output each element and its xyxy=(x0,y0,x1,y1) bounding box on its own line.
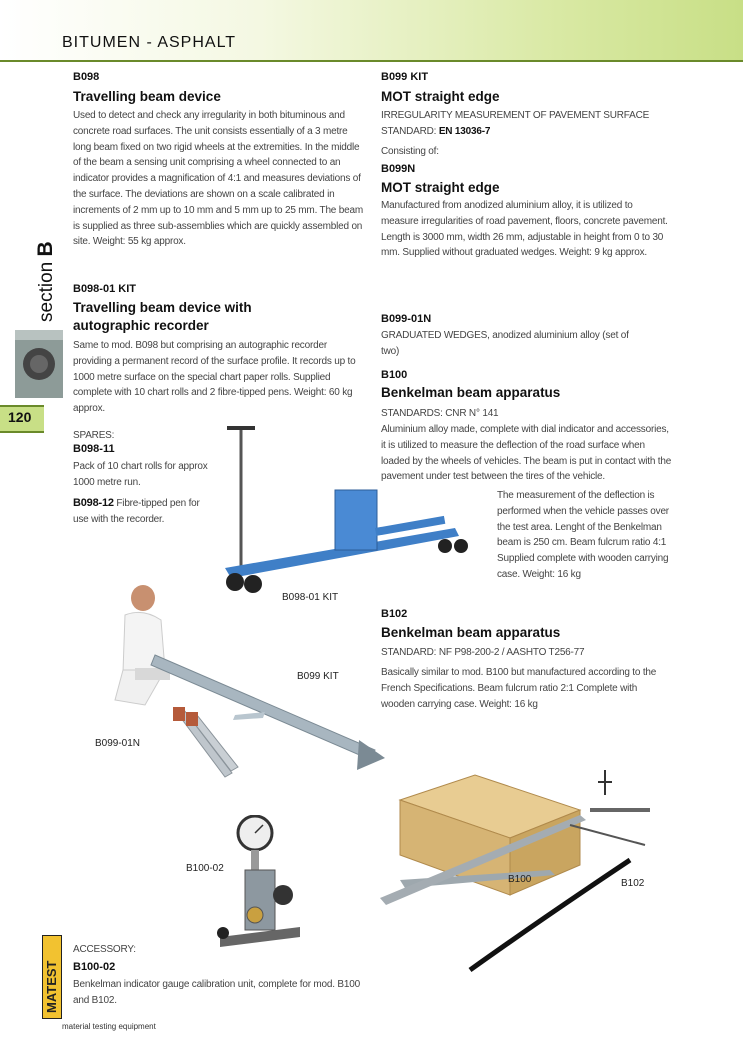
b098-01-kit-image xyxy=(215,418,470,603)
b098-01-code: B098-01 KIT xyxy=(73,283,136,295)
b098-11-text: Pack of 10 chart rolls for approx 1000 metre run. xyxy=(73,461,208,488)
b098-01-title-line1: Travelling beam device with xyxy=(73,300,252,315)
b100-02-code: B100-02 xyxy=(73,961,116,973)
b099-kit-consisting: Consisting of: xyxy=(381,146,439,157)
b098-01-title-line2: autographic recorder xyxy=(73,318,209,333)
b100-02-text: Benkelman indicator gauge calibration unit, complete for mod. B100 and B102. xyxy=(73,979,360,1006)
b102-standard: STANDARD: NF P98-200-2 / AASHTO T256-77 xyxy=(381,647,585,658)
section-prefix: section xyxy=(36,261,57,322)
accessory-label: ACCESSORY: xyxy=(73,944,136,955)
footer-text: material testing equipment xyxy=(62,1022,156,1031)
label-b099-01n: B099-01N xyxy=(95,738,141,749)
b102-code: B102 xyxy=(381,608,408,620)
b099-kit-title: MOT straight edge xyxy=(381,89,500,104)
b099-01n-image xyxy=(170,705,240,780)
b099n-title: MOT straight edge xyxy=(381,180,500,195)
b098-12-desc: Fibre-tipped pen for use with the recorder. xyxy=(73,498,200,525)
b100-body2: The measurement of the deflection is performed when the vehicle passes over the test area. Lenght of the Benkelman beam is 250 cm. Beam fulcrum ratio 4:1 Supplied complete with wooden carrying case. Weight: 16 kg xyxy=(497,490,669,580)
label-b102: B102 xyxy=(621,878,645,889)
b099n-body: Manufactured from anodized aluminium alloy, it is utilized to measure irregularities of road pavement, floors, concrete pavement. Length is 3000 mm, width 26 mm, adjustable in height from 0 to 30 mm. Supplied without graduated wedges. Weight: 9 kg approx. xyxy=(381,200,668,259)
spares-label: SPARES: xyxy=(73,430,115,441)
b098-code: B098 xyxy=(73,71,100,83)
b099-kit-standard-value: EN 13036-7 xyxy=(438,126,491,137)
label-b099-kit: B099 KIT xyxy=(297,671,339,682)
b100-body1: Aluminium alloy made, complete with dial indicator and accessories, it is utilized to measure the deflection of the road surface when loaded by the wheels of vehicles. The beam is put in contact with the pavement under test between the tires of the vehicle. xyxy=(381,424,672,483)
b099-kit-code: B099 KIT xyxy=(381,71,429,83)
page-title: BITUMEN - ASPHALT xyxy=(62,34,237,51)
b098-11-code: B098-11 xyxy=(73,443,115,455)
b098-12-text xyxy=(73,496,213,528)
header-divider xyxy=(0,60,743,62)
page-number: 120 xyxy=(8,409,32,425)
b099-kit-standard-label: STANDARD: xyxy=(381,126,439,137)
label-b100: B100 xyxy=(508,874,532,885)
b102-title: Benkelman beam apparatus xyxy=(381,625,561,640)
b098-12-code: B098-12 xyxy=(73,497,114,509)
b099-kit-standard xyxy=(381,124,490,140)
b100-code: B100 xyxy=(381,369,408,381)
label-b100-02: B100-02 xyxy=(186,863,224,874)
b100-standards: STANDARDS: CNR N° 141 xyxy=(381,408,499,419)
b099n-code: B099N xyxy=(381,163,416,175)
header-band xyxy=(0,0,743,62)
section-letter: B xyxy=(34,241,57,257)
b100-b102-image xyxy=(380,770,670,975)
b099-01n-code: B099-01N xyxy=(381,313,432,325)
matest-logo-text: MATEST xyxy=(44,960,59,1013)
b099-kit-line1: IRREGULARITY MEASUREMENT OF PAVEMENT SURFACE xyxy=(381,110,650,121)
b102-body: Basically similar to mod. B100 but manufactured according to the French Specifications. Beam fulcrum ratio 2:1 Complete with wooden carrying case. Weight: 16 kg xyxy=(381,667,657,710)
b100-02-image xyxy=(215,815,305,950)
b098-title: Travelling beam device xyxy=(73,89,221,104)
label-b098-01-kit: B098-01 KIT xyxy=(282,592,339,603)
b100-title: Benkelman beam apparatus xyxy=(381,385,561,400)
section-thumbnail xyxy=(15,330,63,398)
b098-body: Used to detect and check any irregularity in both bituminous and concrete road surfaces. The unit consists essentially of a 3 metre long beam fixed on two rigid wheels at the extremities. In the middle of the beam a sensing unit comprising a wheel connected to an indicator provides a magnification of 4:1 and measures deviations of the surface. The deviations are shown on a scale calibrated in increments of 2 mm up to 10 mm and 5 mm up to 25 mm. The beam is supplied as three sub-assemblies which are quickly assembled on site. Weight: 55 kg approx. xyxy=(73,110,363,248)
b099-kit-image xyxy=(95,580,385,780)
b099-01n-body: GRADUATED WEDGES, anodized aluminium alloy (set of two) xyxy=(381,330,629,357)
thumbnail-image xyxy=(15,330,63,398)
section-label xyxy=(34,241,58,322)
b098-01-body: Same to mod. B098 but comprising an autographic recorder providing a permanent record of the surface profile. It records up to 1000 metre surface on the special chart paper rolls. Supplied complete with 10 chart rolls and 2 fibre-tipped pens. Weight: 60 kg approx. xyxy=(73,340,356,415)
